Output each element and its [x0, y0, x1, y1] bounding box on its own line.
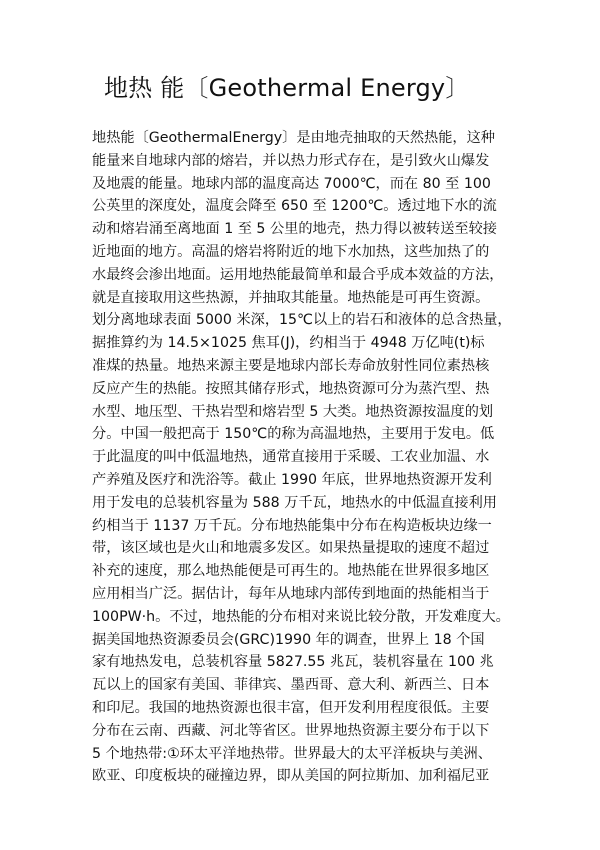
body-line: 100PW·h。不过，地热能的分布相对来说比较分散，开发难度大。: [92, 608, 510, 625]
body-line: 及地震的能量。地球内部的温度高达 7000℃，而在 80 至 100: [92, 175, 491, 192]
body-line: 于此温度的叫中低温地热，通常直接用于采暖、工农业加温、水: [92, 449, 490, 466]
body-line: 反应产生的热能。按照其储存形式，地热资源可分为蒸汽型、热: [92, 380, 490, 397]
body-line: 能量来自地球内部的熔岩，并以热力形式存在，是引致火山爆发: [92, 152, 490, 169]
body-line: 公英里的深度处，温度会降至 650 至 1200℃。透过地下水的流: [92, 198, 497, 215]
body-line: 带，该区域也是火山和地震多发区。如果热量提取的速度不超过: [92, 540, 490, 557]
body-line: 分。中国一般把高于 150℃的称为高温地热，主要用于发电。低: [92, 426, 495, 443]
body-line: 水型、地压型、干热岩型和熔岩型 5 大类。地热资源按温度的划: [92, 403, 494, 420]
body-line: 就是直接取用这些热源，并抽取其能量。地热能是可再生资源。: [92, 289, 490, 306]
body-line: 近地面的地方。高温的熔岩将附近的地下水加热，这些加热了的: [92, 243, 490, 260]
body-line: 应用相当广泛。据估计，每年从地球内部传到地面的热能相当于: [92, 585, 490, 602]
body-line: 欧亚、印度板块的碰撞边界，即从美国的阿拉斯加、加利福尼亚: [92, 768, 490, 785]
body-line: 瓦以上的国家有美国、菲律宾、墨西哥、意大利、新西兰、日本: [92, 677, 490, 694]
body-line: 产养殖及医疗和洗浴等。截止 1990 年底，世界地热资源开发利: [92, 471, 492, 488]
body-line: 地热能〔GeothermalEnergy〕是由地壳抽取的天然热能，这种: [92, 130, 495, 146]
body-line: 家有地热发电，总装机容量 5827.55 兆瓦，装机容量在 100 兆: [92, 654, 494, 671]
body-line: 水最终会渗出地面。运用地热能最简单和最合乎成本效益的方法，: [92, 266, 504, 283]
document-body: [92, 127, 562, 788]
body-line: 分布在云南、西藏、河北等省区。世界地热资源主要分布于以下: [92, 722, 490, 739]
body-line: 据推算约为 14.5×1025 焦耳(J)，约相当于 4948 万亿吨(t)标: [92, 335, 485, 352]
body-line: 5 个地热带:①环太平洋地热带。世界最大的太平洋板块与美洲、: [92, 745, 492, 762]
document-title: 地热 能〔Geothermal Energy〕: [104, 74, 470, 102]
body-line: 用于发电的总装机容量为 588 万千瓦，地热水的中低温直接利用: [92, 494, 497, 511]
body-line: 和印尼。我国的地热资源也很丰富，但开发利用程度很低。主要: [92, 699, 490, 716]
body-line: 约相当于 1137 万千瓦。分布地热能集中分布在构造板块边缘一: [92, 517, 492, 534]
body-line: 准煤的热量。地热来源主要是地球内部长寿命放射性同位素热核: [92, 357, 490, 374]
body-line: 补充的速度，那么地热能便是可再生的。地热能在世界很多地区: [92, 563, 490, 580]
body-line: 动和熔岩涌至离地面 1 至 5 公里的地壳，热力得以被转送至较接: [92, 221, 497, 238]
body-line: 据美国地热资源委员会(GRC)1990 年的调查，世界上 18 个国: [92, 631, 485, 648]
body-line: 划分离地球表面 5000 米深，15℃以上的岩石和液体的总含热量，: [92, 312, 512, 329]
